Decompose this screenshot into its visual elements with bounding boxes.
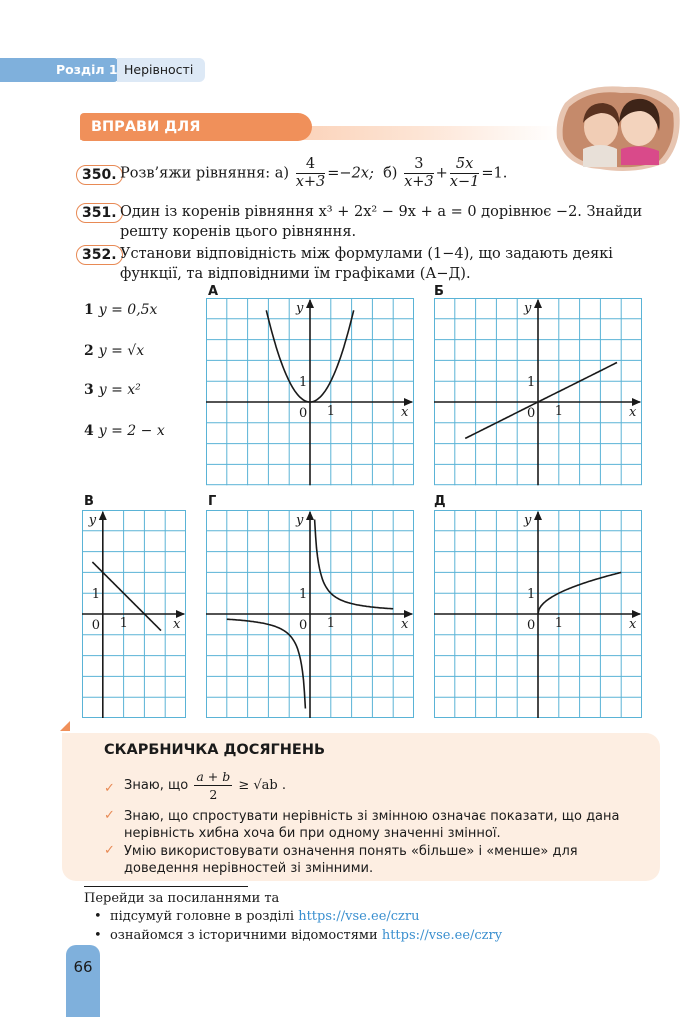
formula-4-expr: y = 2 − x (98, 423, 165, 439)
origin-label: 0 (527, 618, 536, 633)
formula-1-expr: y = 0,5x (98, 302, 158, 318)
x-unit-label: 1 (554, 404, 564, 419)
graph-G-label: Г (208, 494, 217, 509)
part-b-label: б) (383, 165, 398, 182)
check-icon: ✓ (104, 781, 115, 796)
fraction-a-num: 4 (296, 156, 326, 174)
achievement-1-den: 2 (209, 787, 218, 802)
footnote-divider (84, 886, 248, 887)
box-corner-decoration (60, 721, 70, 731)
formula-1-number: 1 (84, 302, 94, 318)
formula-3-expr: y = x² (98, 382, 141, 398)
x-unit-label: 1 (119, 616, 128, 631)
x-axis-label: x (629, 405, 637, 420)
bullet: • (94, 909, 102, 924)
achievement-1-num: a + b (196, 769, 231, 784)
students-photo (555, 83, 683, 173)
formula-3 (84, 382, 141, 398)
y-axis-label: y (296, 513, 304, 528)
x-axis-label: x (401, 405, 409, 420)
footnote-item-2 (94, 928, 502, 943)
problem-351-line2: решту коренів цього рівняння. (120, 224, 357, 240)
y-unit-label: 1 (299, 375, 308, 391)
graph-B-label: Б (434, 284, 444, 299)
achievement-1-text: Знаю, що (124, 778, 189, 793)
graph-V (82, 510, 186, 718)
section-title: ВПРАВИ ДЛЯ ПОВТОРЕННЯ (80, 113, 312, 141)
plus-sign: + (435, 165, 448, 182)
achievement-1-fraction (194, 768, 232, 803)
y-unit-label: 1 (527, 587, 536, 603)
formula-2 (84, 343, 144, 359)
check-icon: ✓ (104, 843, 115, 858)
achievement-item-2: Знаю, що спростувати нерівність зі змінною означає показати, що дана нерівність хибна хоча би при одному значенні змінної. (124, 809, 620, 841)
history-link[interactable]: https://vse.ee/czry (381, 928, 503, 943)
problem-350-prompt: Розв’яжи рівняння: а) (120, 165, 290, 182)
footnote-item-1 (94, 909, 419, 924)
graph-D-label: Д (434, 494, 446, 509)
x-axis-label: x (173, 617, 181, 632)
problem-352-line1: Установи відповідність між формулами (1−4), що задають деякі (120, 246, 613, 262)
achievement-1-inequality: ≥ √ab . (238, 778, 287, 793)
y-axis-label: y (524, 301, 532, 316)
equation-b-rhs: =1. (481, 165, 508, 182)
graph-A-label: А (208, 284, 219, 299)
y-unit-label: 1 (299, 587, 308, 603)
y-axis-label: y (524, 513, 532, 528)
achievement-item-1 (124, 768, 649, 803)
origin-label: 0 (527, 406, 536, 421)
summary-link[interactable]: https://vse.ee/czru (298, 909, 420, 924)
x-unit-label: 1 (326, 404, 336, 419)
y-unit-label: 1 (527, 375, 536, 391)
formula-4-number: 4 (84, 423, 94, 439)
x-axis-label: x (629, 617, 637, 632)
formula-1 (84, 302, 157, 318)
footnote-intro: Перейди за посиланнями та (84, 891, 280, 906)
fraction-b2-num: 5x (450, 156, 480, 174)
fraction-b2 (450, 156, 480, 191)
graph-D (434, 510, 642, 718)
problem-351-number: 351. (76, 203, 123, 223)
fraction-a-den: x+3 (295, 174, 326, 190)
check-icon: ✓ (104, 808, 115, 823)
equation-a-rhs: =−2x; (327, 165, 374, 182)
footnote-item-2-text: ознайомся з історичними відомостями (109, 928, 378, 943)
footnote-item-1-text: підсумуй головне в розділі (109, 909, 295, 924)
x-axis-label: x (401, 617, 409, 632)
fraction-b1-num: 3 (404, 156, 434, 174)
y-axis-label: y (296, 301, 304, 316)
problem-350-number: 350. (76, 165, 123, 185)
graph-B (434, 298, 642, 488)
fraction-a (296, 156, 326, 191)
x-unit-label: 1 (326, 616, 336, 631)
achievements-title: СКАРБНИЧКА ДОСЯГНЕНЬ (104, 742, 326, 758)
fraction-b1 (404, 156, 434, 191)
page-number-tab (66, 945, 100, 1017)
y-unit-label: 1 (91, 587, 101, 603)
formula-2-number: 2 (84, 343, 94, 359)
origin-label: 0 (299, 618, 308, 633)
problem-351-line1: Один із коренів рівняння x³ + 2x² − 9x + a = 0 дорівнює −2. Знайди (120, 204, 643, 220)
problem-350-text (120, 156, 507, 191)
graph-G (206, 510, 414, 718)
topic-label: Нерівності (124, 62, 194, 77)
achievement-item-3: Умію використовувати означення понять «більше» і «менше» для доведення нерівностей зі змінними. (124, 844, 578, 876)
formula-4 (84, 423, 165, 439)
x-unit-label: 1 (554, 616, 564, 631)
problem-352-number: 352. (76, 245, 123, 265)
formula-3-number: 3 (84, 382, 94, 398)
formula-2-expr: y = √x (98, 343, 145, 359)
fraction-b1-den: x+3 (404, 174, 434, 190)
bullet: • (94, 928, 102, 943)
origin-label: 0 (91, 618, 101, 633)
y-axis-label: y (88, 513, 97, 528)
graph-V-label: В (84, 494, 94, 509)
problem-352-line2: функції, та відповідними їм графіками (А−Д). (120, 266, 471, 282)
graph-A (206, 298, 414, 488)
fraction-b2-den: x−1 (449, 174, 480, 190)
page-number: 66 (73, 958, 93, 976)
origin-label: 0 (299, 406, 308, 421)
section-label: Розділ 1 (56, 62, 118, 77)
